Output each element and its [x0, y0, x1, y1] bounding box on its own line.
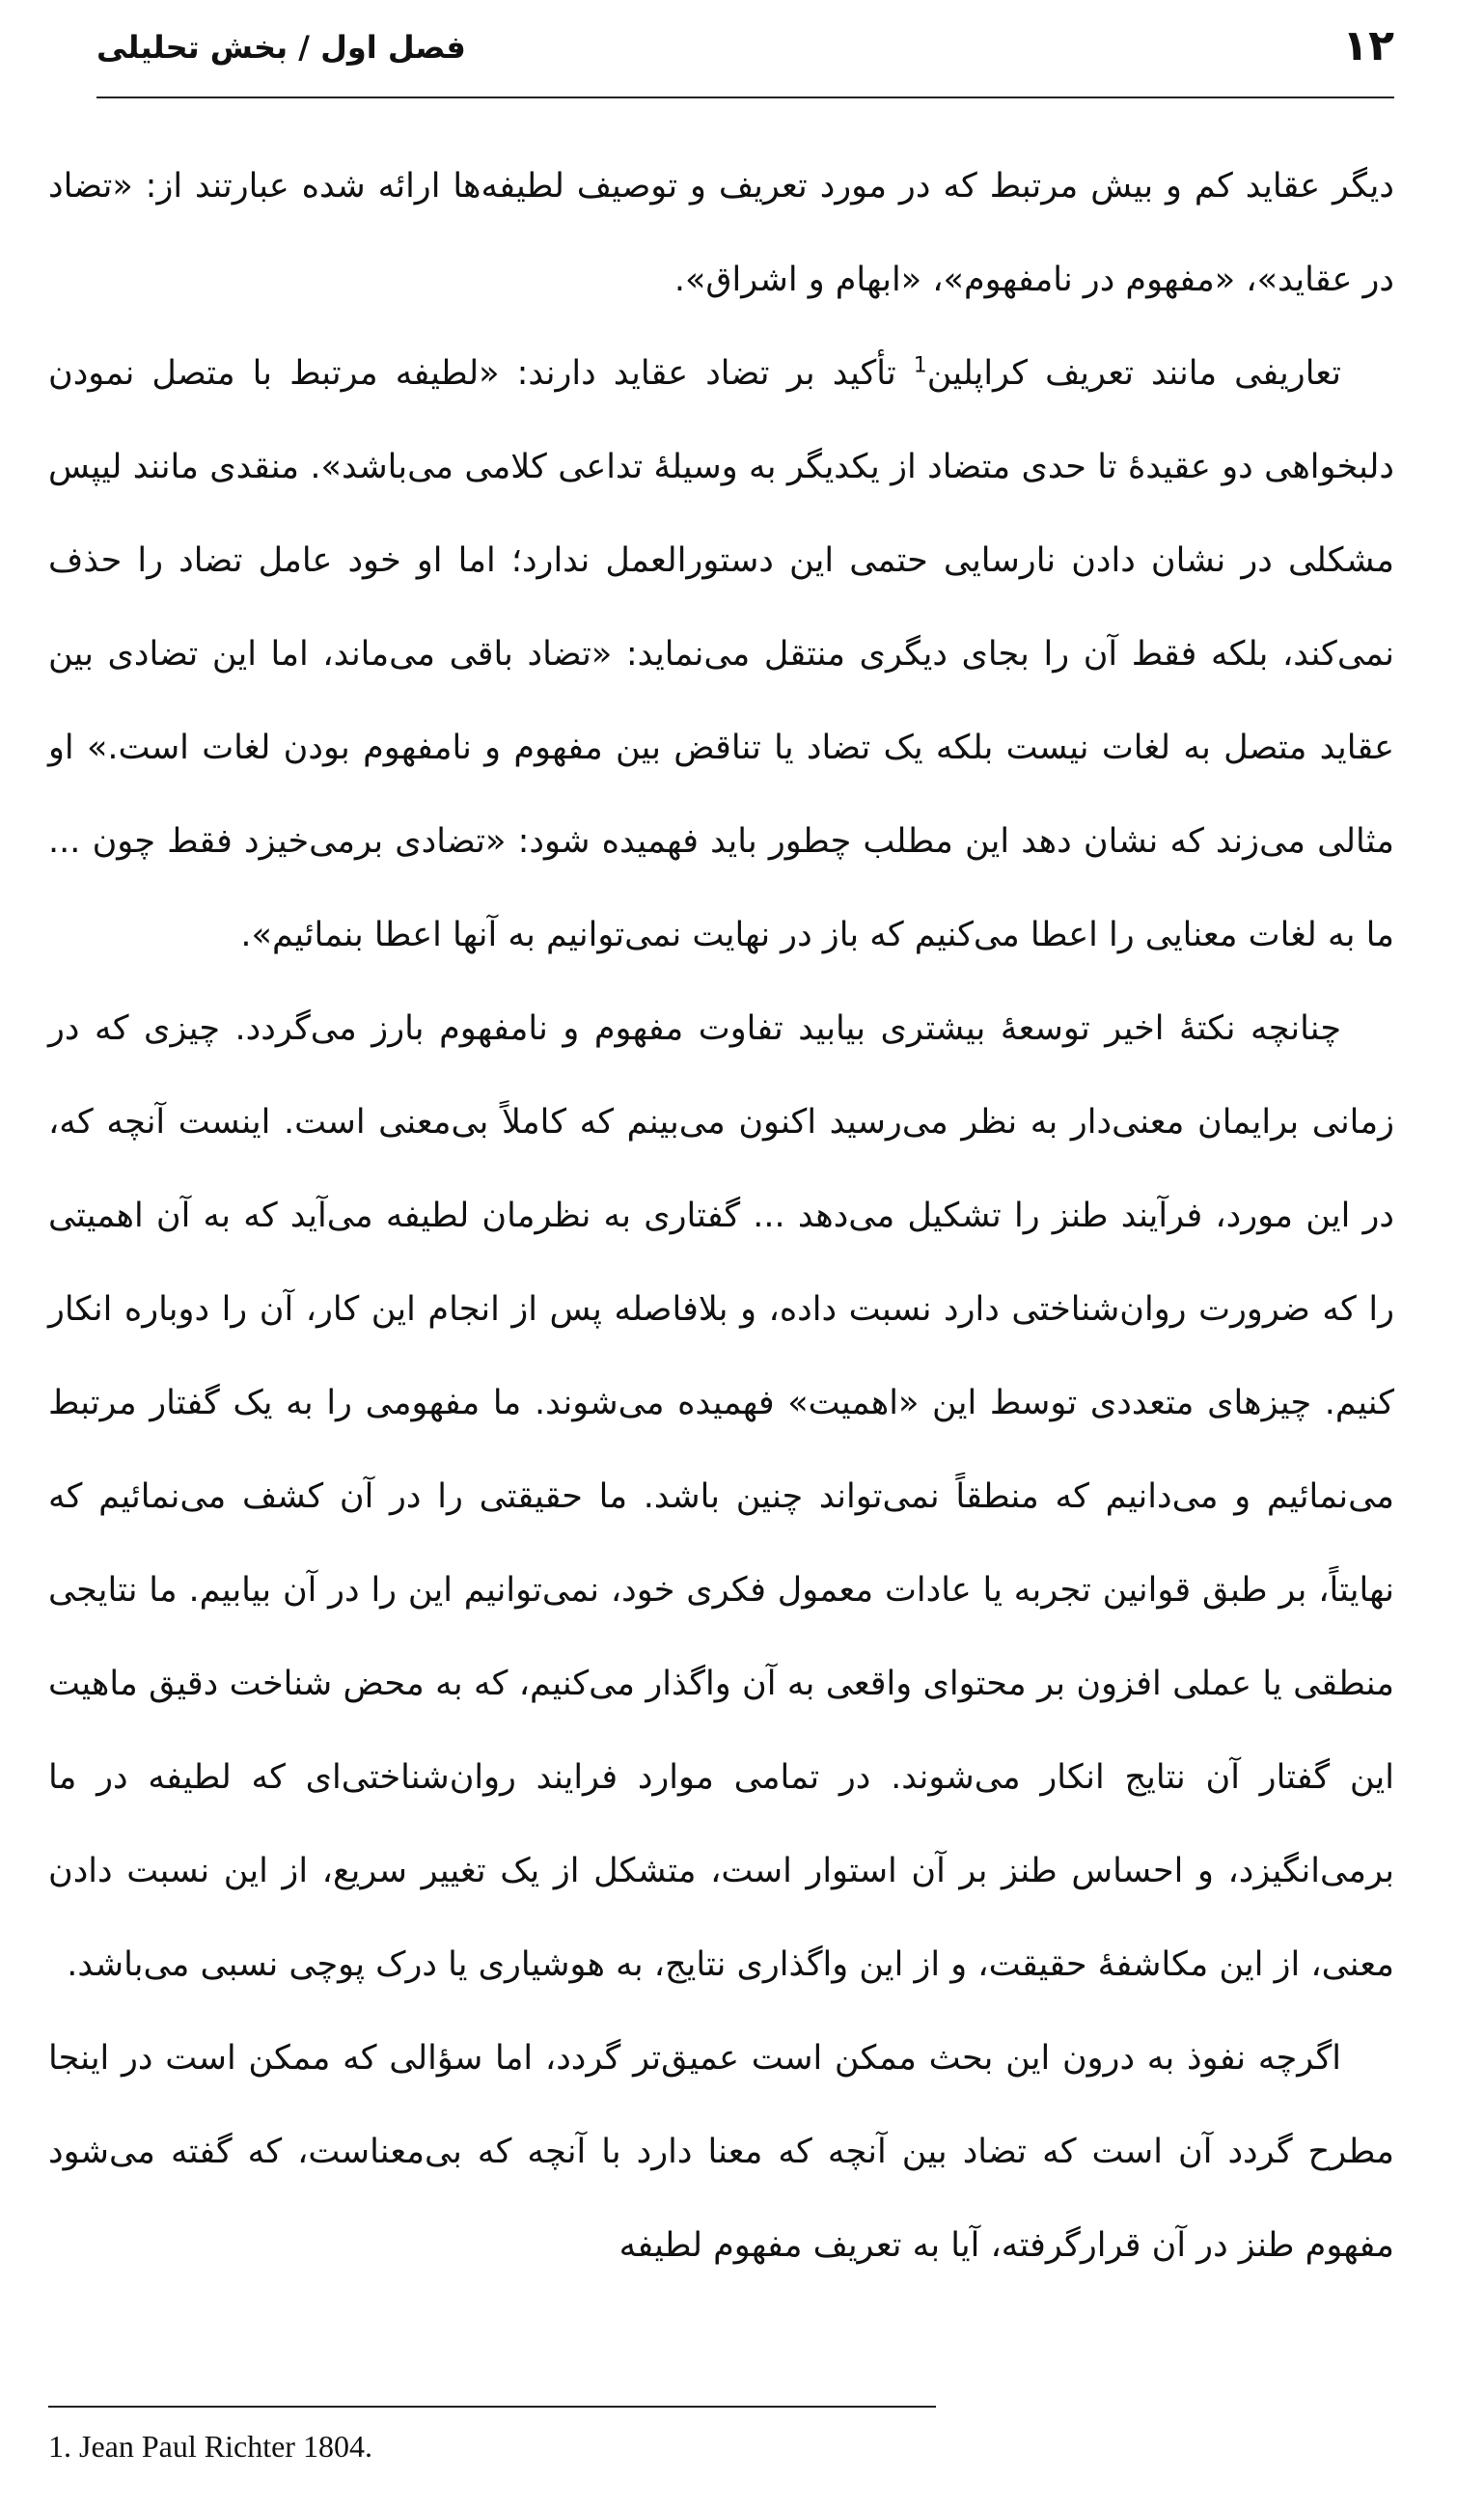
paragraph — [48, 327, 1394, 982]
footnote-divider — [48, 2406, 936, 2408]
paragraph-text: تأکید بر تضاد عقاید دارند: «لطیفه مرتبط با متصل نمودن دلبخواهی دو عقیدهٔ تا حدی متضاد از یکدیگر به وسیلهٔ تداعی کلامی می‌باشد». منقدی مانند لیپس مشکلی در نشان دادن نارسایی حتمی این دستورالعمل ندارد؛ اما او خود عامل تضاد را حذف نمی‌کند، بلکه فقط آن را بجای دیگری منتقل می‌نماید: «تضاد باقی می‌ماند، اما این تضادی بین عقاید متصل به لغات نیست بلکه یک تضاد یا تناقض بین مفهوم و نامفهوم بودن لغات است.» او مثالی می‌زند که نشان دهد این مطلب چطور باید فهمیده شود: «تضادی برمی‌خیزد فقط چون ... ما به لغات معنایی را اعطا می‌کنیم که باز در نهایت نمی‌توانیم به آنها اعطا بنمائیم». — [48, 354, 1394, 954]
body-text — [48, 140, 1394, 2293]
paragraph: دیگر عقاید کم و بیش مرتبط که در مورد تعریف و توصیف لطیفه‌ها ارائه شده عبارتند از: «تضاد در عقاید»، «مفهوم در نامفهوم»، «ابهام و اشراق». — [48, 167, 1394, 299]
running-title: فصل اول / بخش تحلیلی — [96, 29, 466, 66]
footnote: 1. Jean Paul Richter 1804. — [48, 2429, 372, 2464]
page-header — [96, 17, 1394, 95]
footnote-reference[interactable]: 1 — [913, 353, 927, 378]
page-number: ۱۲ — [1342, 21, 1394, 70]
paragraph-text: تعاریفی مانند تعریف کراپلین — [926, 354, 1341, 393]
paragraph: اگرچه نفوذ به درون این بحث ممکن است عمیق‌تر گردد، اما سؤالی که ممکن است در اینجا مطرح گردد آن است که تضاد بین آنچه که معنا دارد با آنچه که بی‌معناست، که گفته می‌شود مفهوم طنز در آن قرارگرفته، آیا به تعریف مفهوم لطیفه — [48, 2039, 1394, 2265]
paragraph: چنانچه نکتهٔ اخیر توسعهٔ بیشتری بیابید تفاوت مفهوم و نامفهوم بارز می‌گردد. چیزی که در زمانی برایمان معنی‌دار به نظر می‌رسید اکنون می‌بینم که کاملاً بی‌معنی است. اینست آنچه که، در این مورد، فرآیند طنز را تشکیل می‌دهد ... گفتاری به نظرمان لطیفه می‌آید که به آن اهمیتی را که ضرورت روان‌شناختی دارد نسبت داده، و بلافاصله پس از انجام این کار، آن را دوباره انکار کنیم. چیزهای متعددی توسط این «اهمیت» فهمیده می‌شوند. ما مفهومی را به یک گفتار مرتبط می‌نمائیم و می‌دانیم که منطقاً نمی‌تواند چنین باشد. ما حقیقتی را در آن کشف می‌نمائیم که نهایتاً، بر طبق قوانین تجربه یا عادات معمول فکری خود، نمی‌توانیم این را در آن بیابیم. ما نتایجی منطقی یا عملی افزون بر محتوای واقعی به آن واگذار می‌کنیم، که به محض شناخت دقیق ماهیت این گفتار آن نتایج انکار می‌شوند. در تمامی موارد فرایند روان‌شناختی‌ای که لطیفه در ما برمی‌انگیزد، و احساس طنز بر آن استوار است، متشکل از یک تغییر سریع، از این نسبت دادن معنی، از این مکاشفهٔ حقیقت، و از این واگذاری نتایج، به هوشیاری یا درک پوچی نسبی می‌باشد. — [48, 1009, 1394, 1984]
header-divider — [96, 96, 1394, 98]
